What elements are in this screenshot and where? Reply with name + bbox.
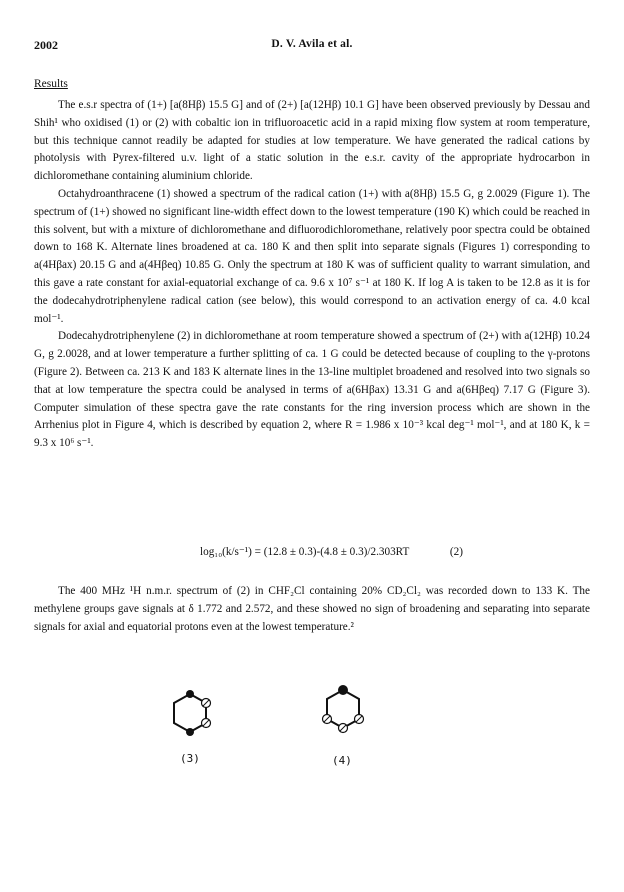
running-head: D. V. Avila et al. bbox=[271, 38, 353, 50]
page-header bbox=[34, 38, 590, 54]
structure-3 bbox=[168, 690, 212, 738]
equation-text: log₁₀(k/s⁻¹) = (12.8 ± 0.3)-(4.8 ± 0.3)/2.303RT bbox=[200, 546, 410, 558]
body-text-continued bbox=[34, 583, 590, 636]
body-text bbox=[34, 97, 590, 453]
paragraph: Octahydroanthracene (1) showed a spectrum of the radical cation (1+) with a(8Hβ) 15.5 G, g 2.0029 (Figure 1). The spectrum of (1+) showed no significant line-width effect down to the lowest temperature (190 K) which could be reached in this solvent, but with a mixture of dichloromethane and difluorodichloromethane, relatively poor spectra could be obtained down to 168 K. Alternate lines broadened at ca. 180 K and then split into separate signals (Figures 1) corresponding to a(4Hβax) 20.15 G and a(4Hβeq) 10.85 G. Only the spectrum at 180 K was of sufficient quality to warrant simulation, and this gave a rate constant for axial-equatorial exchange of ca. 9.6 x 10⁷ s⁻¹ at 180 K. If log A is taken to be 12.8 as it is for the dodecahydrotriphenylene radical cation (see below), this would correspond to an activation energy of ca. 4.0 kcal mol⁻¹. bbox=[34, 187, 590, 325]
section-title: Results bbox=[34, 78, 68, 90]
structure-3-drawing bbox=[168, 690, 212, 738]
structure-4-drawing bbox=[320, 684, 366, 734]
equation bbox=[200, 545, 463, 558]
paragraph: The 400 MHz ¹H n.m.r. spectrum of (2) in CHF₂Cl containing 20% CD₂Cl₂ was recorded down to 133 K. The methylene groups gave signals at δ 1.772 and 2.572, and these showed no sign of broadening and separating into separate signals for axial and equatorial protons even at the lowest temperature.² bbox=[34, 585, 590, 633]
structure-3-label: (3) bbox=[180, 752, 200, 765]
paragraph: Dodecahydrotriphenylene (2) in dichloromethane at room temperature showed a spectrum of (2+) with a(12Hβ) 10.24 G, g 2.0028, and at lower temperature a further splitting of ca. 1 G could be detected because of coupling to the γ-protons (Figure 2). Between ca. 213 K and 183 K alternate lines in the 13-line multiplet broadened and resolved into two signals so that at low temperature the spectra could be analysed in terms of a(6Hβax) 13.31 G and a(6Hβeq) 7.17 G (Figure 3). Computer simulation of these spectra gave the rate constants for the ring inversion process which are shown in the Arrhenius plot in Figure 4, which is described by equation 2, where R = 1.986 x 10⁻³ kcal deg⁻¹ mol⁻¹, and at 180 K, k = 9.3 x 10⁶ s⁻¹. bbox=[34, 330, 590, 450]
page-number: 2002 bbox=[34, 38, 58, 52]
equation-number: (2) bbox=[449, 546, 463, 558]
paragraph: The e.s.r spectra of (1+) [a(8Hβ) 15.5 G] and of (2+) [a(12Hβ) 10.1 G] have been observed previously by Dessau and Shih¹ who oxidised (1) or (2) with cobaltic ion in trifluoroacetic acid in a rapid mixing flow system at room temperature, but this technique cannot readily be adapted for studies at low temperature. We have generated the radical cations by photolysis with Pyrex-filtered u.v. light of a static solution in the e.s.r. cavity of the appropriate hydrocarbon in dichloromethane containing aluminium chloride. bbox=[34, 99, 590, 183]
structure-4 bbox=[320, 684, 366, 734]
structure-4-label: (4) bbox=[332, 754, 352, 767]
